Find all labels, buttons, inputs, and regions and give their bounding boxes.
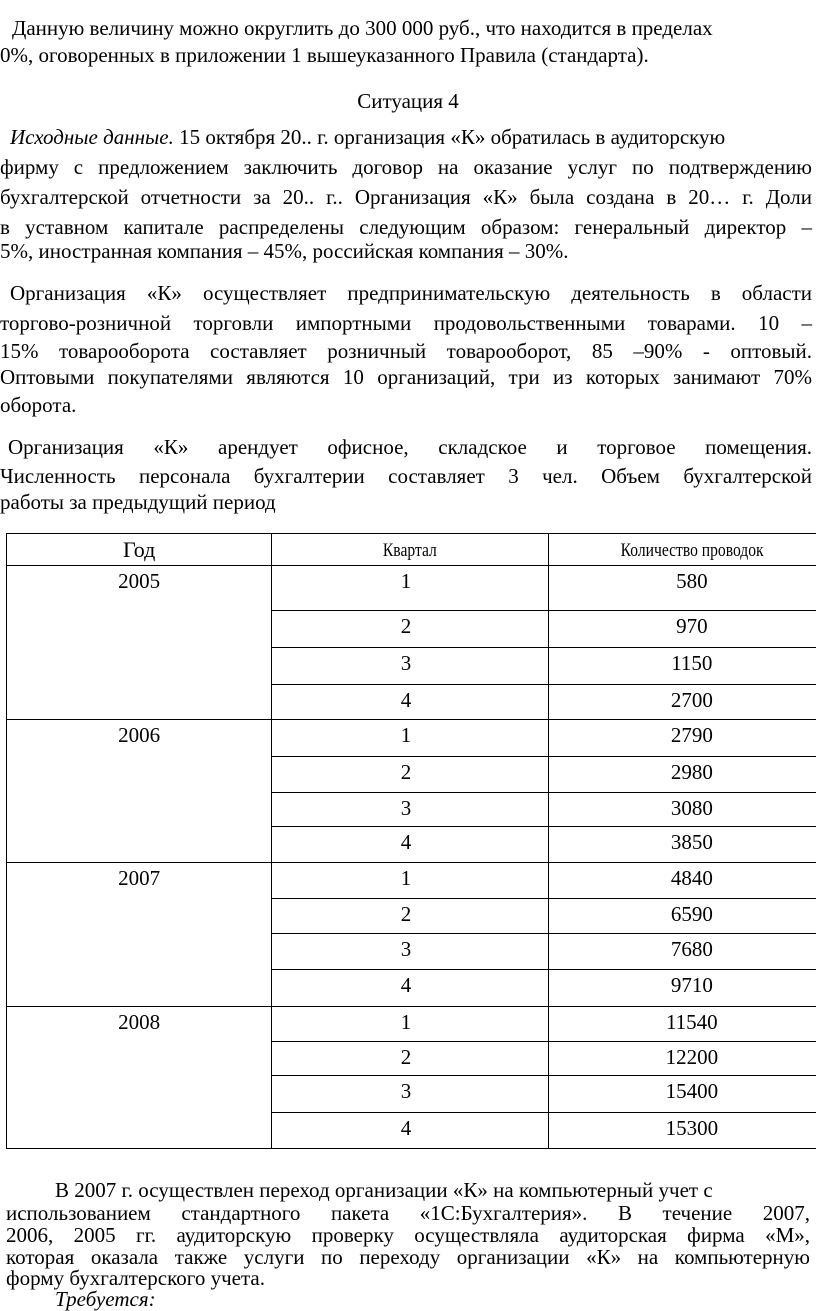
table-row (7, 720, 816, 757)
postings-cell: 2700 (548, 685, 816, 720)
quarter-cell: 2 (272, 1042, 548, 1076)
postings-cell: 580 (548, 566, 816, 611)
postings-cell: 4840 (548, 863, 816, 899)
header-quarter-label: Квартал (383, 540, 437, 561)
quarter-cell: 4 (272, 1113, 548, 1149)
quarter-cell: 2 (272, 611, 548, 648)
year-cell: 2007 (7, 863, 272, 1007)
required-label: Требуется: (55, 1287, 156, 1311)
quarter-cell: 3 (272, 934, 548, 970)
header-year: Год (7, 534, 272, 566)
year-cell: 2005 (7, 566, 272, 720)
year-cell: 2006 (7, 720, 272, 863)
para2-line-5: оборота. (0, 393, 77, 417)
para4-line-2: использованием стандартного пакета «1С:Бухгалтерия». В течение 2007, (6, 1201, 810, 1225)
header-quarter (272, 534, 548, 566)
source-data-line-2: фирму с предложением заключить договор на оказание услуг по подтверждению (0, 155, 812, 179)
para4-line-4: которая оказала также услуги по переходу организации «К» на компьютерную (6, 1245, 810, 1269)
postings-cell: 15300 (548, 1113, 816, 1149)
situation-title: Ситуация 4 (357, 89, 459, 113)
table-header-row (7, 534, 816, 566)
intro-line-2: 0%, оговоренных в приложении 1 вышеуказанного Правила (стандарта). (0, 43, 649, 67)
para3-line-2: Численность персонала бухгалтерии составляет 3 чел. Объем бухгалтерской (0, 464, 812, 488)
quarter-cell: 3 (272, 1076, 548, 1113)
intro-line-1: Данную величину можно округлить до 300 000 руб., что находится в пределах (12, 16, 713, 40)
para3-line-3: работы за предыдущий период (0, 490, 276, 514)
quarter-cell: 1 (272, 566, 548, 611)
postings-cell: 3850 (548, 827, 816, 863)
postings-cell: 3080 (548, 793, 816, 827)
table-row (7, 566, 816, 611)
source-data-line-1 (10, 127, 725, 148)
para3-line-1: Организация «К» арендует офисное, складское и торговое помещения. (8, 435, 812, 459)
quarter-cell: 2 (272, 899, 548, 934)
quarter-cell: 2 (272, 757, 548, 793)
postings-cell: 1150 (548, 648, 816, 685)
table-row (7, 863, 816, 899)
source-data-line-5: 5%, иностранная компания – 45%, российская компания – 30%. (0, 239, 569, 263)
year-cell: 2008 (7, 1007, 272, 1149)
quarter-cell: 4 (272, 970, 548, 1007)
quarter-cell: 1 (272, 1007, 548, 1042)
para2-line-4: Оптовыми покупателями являются 10 организаций, три из которых занимают 70% (0, 365, 812, 389)
postings-cell: 12200 (548, 1042, 816, 1076)
header-postings (548, 534, 816, 566)
postings-table (6, 533, 816, 1149)
para4-line-3: 2006, 2005 гг. аудиторскую проверку осуществляла аудиторская фирма «М», (6, 1223, 810, 1247)
para2-line-2: торгово-розничной торговли импортными продовольственными товарами. 10 – (0, 311, 812, 335)
postings-cell: 9710 (548, 970, 816, 1007)
source-data-line-4: в уставном капитале распределены следующим образом: генеральный директор – (0, 215, 812, 239)
quarter-cell: 4 (272, 827, 548, 863)
para4-line-1: В 2007 г. осуществлен переход организации «К» на компьютерный учет с (55, 1178, 713, 1202)
postings-cell: 6590 (548, 899, 816, 934)
quarter-cell: 1 (272, 863, 548, 899)
para4-line-5: форму бухгалтерского учета. (6, 1266, 265, 1290)
header-postings-label: Количество проводок (620, 540, 764, 561)
source-data-label: Исходные данные. (10, 125, 174, 149)
postings-cell: 7680 (548, 934, 816, 970)
postings-cell: 11540 (548, 1007, 816, 1042)
postings-cell: 2790 (548, 720, 816, 757)
quarter-cell: 3 (272, 648, 548, 685)
quarter-cell: 1 (272, 720, 548, 757)
table-row (7, 1007, 816, 1042)
quarter-cell: 3 (272, 793, 548, 827)
postings-cell: 2980 (548, 757, 816, 793)
postings-cell: 15400 (548, 1076, 816, 1113)
para2-line-1: Организация «К» осуществляет предпринимательскую деятельность в области (10, 281, 812, 305)
quarter-cell: 4 (272, 685, 548, 720)
postings-cell: 970 (548, 611, 816, 648)
source-data-line-1-text: 15 октября 20.. г. организация «К» обратилась в аудиторскую (173, 125, 726, 149)
source-data-line-3: бухгалтерской отчетности за 20.. г.. Организация «К» была создана в 20… г. Доли (0, 185, 812, 209)
para2-line-3: 15% товарооборота составляет розничный товарооборот, 85 –90% - оптовый. (0, 339, 812, 363)
